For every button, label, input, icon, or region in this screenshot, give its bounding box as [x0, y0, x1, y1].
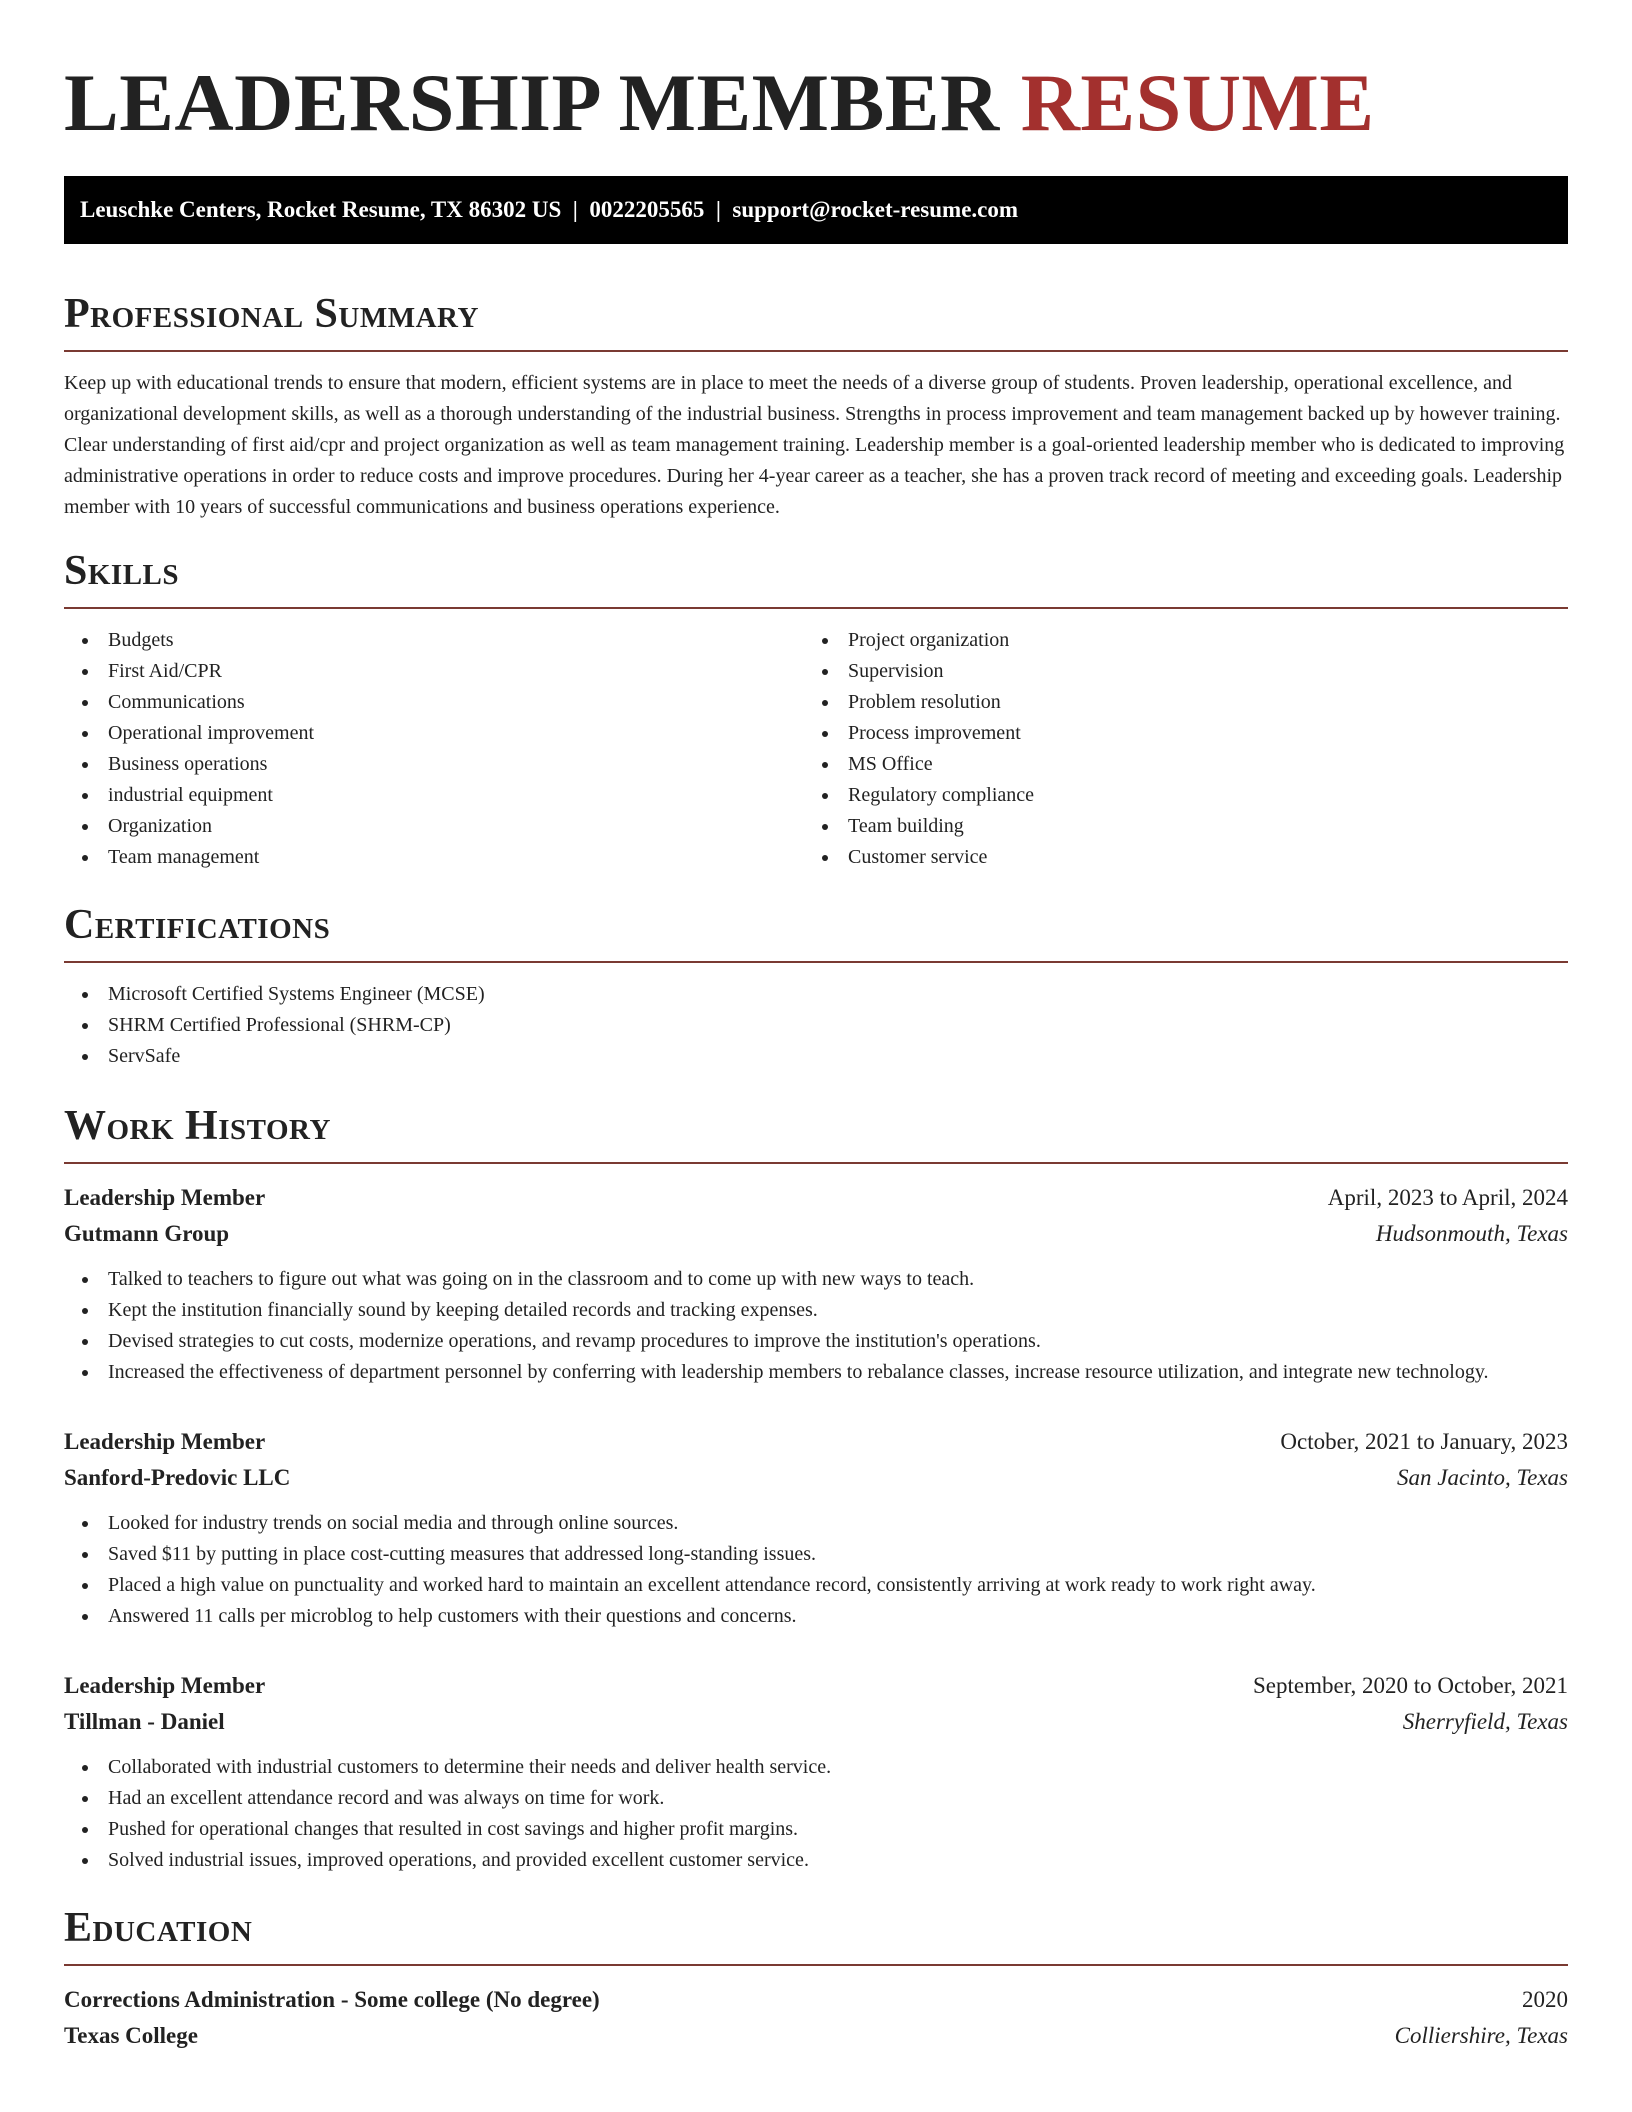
skills-section: [64, 545, 1568, 873]
job-bullet: Kept the institution financially sound by keeping detailed records and tracking expenses.: [64, 1295, 1568, 1326]
education-header: [64, 1982, 1568, 2018]
job-entry: [64, 1180, 1568, 1388]
title-accent: RESUME: [1020, 57, 1375, 148]
page-title: [64, 0, 1568, 148]
skill-item: Regulatory compliance: [804, 780, 1544, 811]
job-subheader: [64, 1460, 1568, 1496]
education-location: Colliershire, Texas: [1394, 2023, 1568, 2048]
skill-item: Problem resolution: [804, 687, 1544, 718]
skills-right-list: [804, 625, 1544, 873]
job-bullet: Devised strategies to cut costs, modernize operations, and revamp procedures to improve the institution's operations.: [64, 1326, 1568, 1357]
job-bullet: Talked to teachers to figure out what was going on in the classroom and to come up with new ways to teach.: [64, 1264, 1568, 1295]
skill-item: Process improvement: [804, 718, 1544, 749]
contact-info: Leuschke Centers, Rocket Resume, TX 86302 US | 0022205565 | support@rocket-resume.com: [80, 197, 1019, 222]
skill-item: Team management: [64, 842, 804, 873]
education-year: 2020: [1522, 1987, 1568, 2012]
section-divider: [64, 350, 1568, 352]
work-history-heading: Work History: [64, 1103, 331, 1149]
contact-bar: [64, 176, 1568, 244]
skill-item: Operational improvement: [64, 718, 804, 749]
skill-item: First Aid/CPR: [64, 656, 804, 687]
job-subheader: [64, 1216, 1568, 1252]
job-entry: [64, 1424, 1568, 1632]
skill-item: Business operations: [64, 749, 804, 780]
education-school: Texas College: [64, 2023, 198, 2048]
skill-item: MS Office: [804, 749, 1544, 780]
certifications-heading: Certifications: [64, 902, 331, 948]
certifications-list: [64, 979, 1568, 1072]
skill-item: Customer service: [804, 842, 1544, 873]
job-bullet: Answered 11 calls per microblog to help customers with their questions and concerns.: [64, 1601, 1568, 1632]
certification-item: ServSafe: [64, 1041, 1568, 1072]
skills-columns: [64, 625, 1568, 873]
job-dates: April, 2023 to April, 2024: [1327, 1185, 1568, 1210]
job-bullet: Pushed for operational changes that resulted in cost savings and higher profit margins.: [64, 1814, 1568, 1845]
skill-item: Project organization: [804, 625, 1544, 656]
summary-section: [64, 288, 1568, 523]
certifications-section: [64, 899, 1568, 1072]
title-main: LEADERSHIP MEMBER: [64, 57, 1021, 148]
skill-item: industrial equipment: [64, 780, 804, 811]
skill-item: Communications: [64, 687, 804, 718]
job-header: [64, 1668, 1568, 1704]
education-heading: Education: [64, 1905, 253, 1951]
job-title: Leadership Member: [64, 1429, 266, 1454]
skills-heading: Skills: [64, 548, 180, 594]
job-company: Tillman - Daniel: [64, 1709, 225, 1734]
job-subheader: [64, 1704, 1568, 1740]
job-bullets: [64, 1508, 1568, 1632]
job-location: Sherryfield, Texas: [1402, 1709, 1568, 1734]
job-bullet: Solved industrial issues, improved operations, and provided excellent customer service.: [64, 1845, 1568, 1876]
section-divider: [64, 607, 1568, 609]
certification-item: Microsoft Certified Systems Engineer (MCSE): [64, 979, 1568, 1010]
job-company: Sanford-Predovic LLC: [64, 1465, 291, 1490]
section-divider: [64, 961, 1568, 963]
job-bullet: Collaborated with industrial customers to determine their needs and deliver health service.: [64, 1752, 1568, 1783]
skill-item: Team building: [804, 811, 1544, 842]
work-history-section: [64, 1100, 1568, 1876]
job-location: San Jacinto, Texas: [1397, 1465, 1568, 1490]
education-section: [64, 1902, 1568, 2054]
job-bullets: [64, 1264, 1568, 1388]
section-divider: [64, 1964, 1568, 1966]
job-company: Gutmann Group: [64, 1221, 230, 1246]
job-dates: October, 2021 to January, 2023: [1280, 1429, 1568, 1454]
certification-item: SHRM Certified Professional (SHRM-CP): [64, 1010, 1568, 1041]
skills-left-list: [64, 625, 804, 873]
job-header: [64, 1180, 1568, 1216]
job-header: [64, 1424, 1568, 1460]
job-bullet: Had an excellent attendance record and was always on time for work.: [64, 1783, 1568, 1814]
job-entry: [64, 1668, 1568, 1876]
education-subheader: [64, 2018, 1568, 2054]
summary-heading: Professional Summary: [64, 291, 479, 337]
skill-item: Supervision: [804, 656, 1544, 687]
job-bullet: Looked for industry trends on social media and through online sources.: [64, 1508, 1568, 1539]
job-title: Leadership Member: [64, 1673, 266, 1698]
job-bullet: Placed a high value on punctuality and worked hard to maintain an excellent attendance record, consistently arriving at work ready to work right away.: [64, 1570, 1568, 1601]
job-location: Hudsonmouth, Texas: [1375, 1221, 1568, 1246]
skill-item: Organization: [64, 811, 804, 842]
summary-text: Keep up with educational trends to ensure that modern, efficient systems are in place to meet the needs of a diverse group of students. Proven leadership, operational excellence, and organizational development skills, as well as a thorough understanding of the industrial business. Strengths in process improvement and team management backed up by however training. Clear understanding of first aid/cpr and project organization as well as team management training. Leadership member is a goal-oriented leadership member who is dedicated to improving administrative operations in order to reduce costs and improve procedures. During her 4-year career as a teacher, she has a proven track record of meeting and exceeding goals. Leadership member with 10 years of successful communications and business operations experience.: [64, 372, 1565, 518]
skill-item: Budgets: [64, 625, 804, 656]
job-bullet: Increased the effectiveness of department personnel by conferring with leadership members to rebalance classes, increase resource utilization, and integrate new technology.: [64, 1357, 1568, 1388]
education-degree: Corrections Administration - Some college (No degree): [64, 1987, 600, 2012]
job-dates: September, 2020 to October, 2021: [1253, 1673, 1568, 1698]
section-divider: [64, 1162, 1568, 1164]
job-bullet: Saved $11 by putting in place cost-cutting measures that addressed long-standing issues.: [64, 1539, 1568, 1570]
job-bullets: [64, 1752, 1568, 1876]
job-title: Leadership Member: [64, 1185, 266, 1210]
